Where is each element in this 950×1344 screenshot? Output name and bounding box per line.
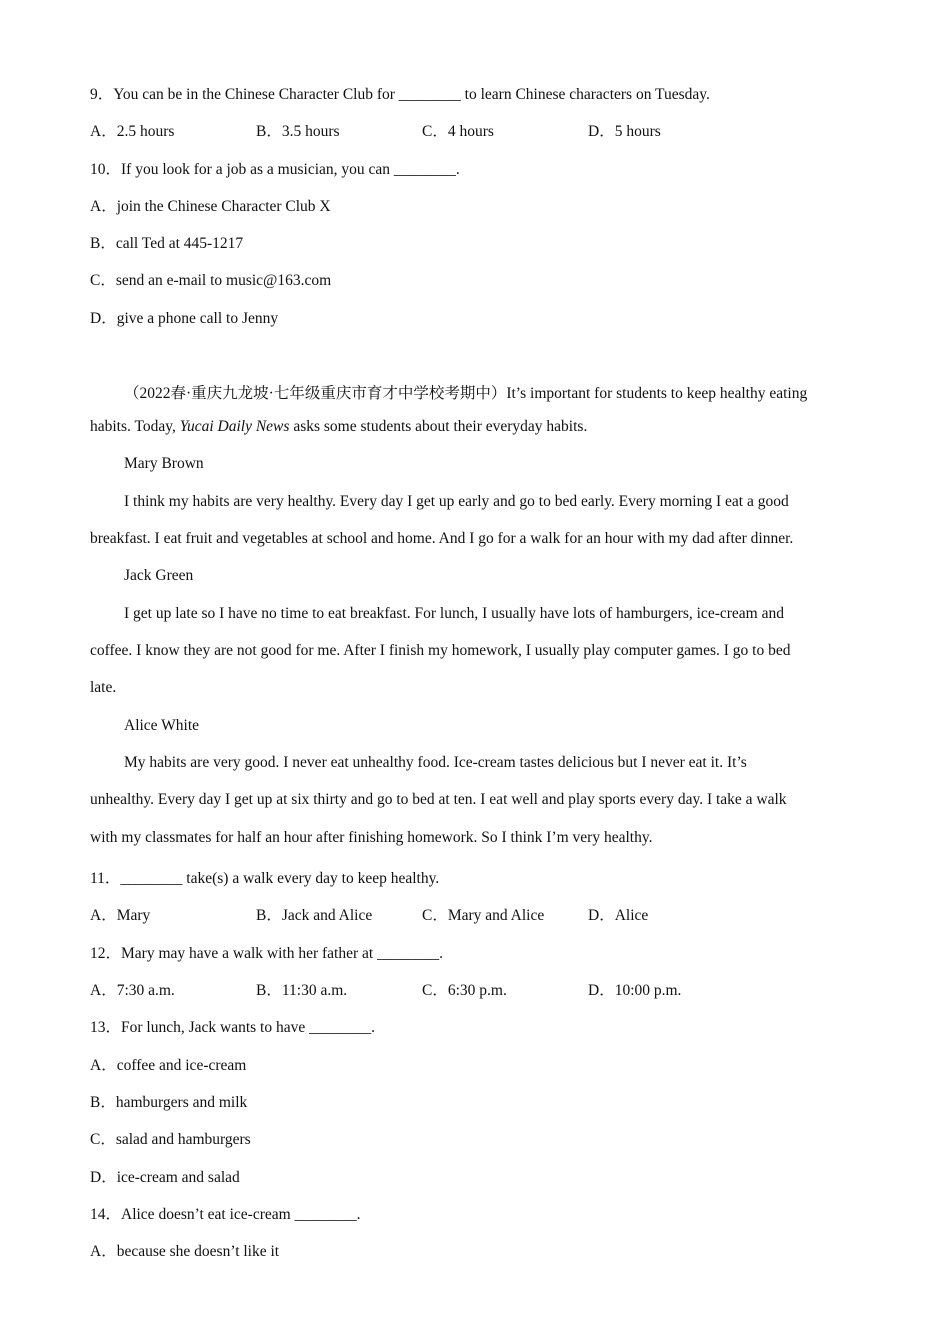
question-10-stem: 10．If you look for a job as a musician, you can ________. — [90, 161, 460, 178]
question-10-option-b: B．call Ted at 445-1217 — [90, 235, 244, 252]
newspaper-title: Yucai Daily News — [179, 418, 290, 435]
person-name-alice: Alice White — [124, 717, 200, 734]
question-13-option-c: C．salad and hamburgers — [90, 1131, 251, 1148]
option-d: D．5 hours — [588, 123, 661, 140]
passage-intro-text: asks some students about their everyday habits. — [289, 418, 588, 435]
question-12-stem: 12．Mary may have a walk with her father at ________. — [90, 945, 443, 962]
question-10-option-a: A．join the Chinese Character Club X — [90, 198, 331, 215]
jack-paragraph-line: late. — [90, 679, 117, 696]
option-a: A．7:30 a.m. — [90, 982, 175, 999]
question-13-option-a: A．coffee and ice-cream — [90, 1057, 247, 1074]
person-name-mary: Mary Brown — [124, 455, 204, 472]
mary-paragraph-line: breakfast. I eat fruit and vegetables at school and home. And I go for a walk for an hour with my dad after dinner. — [90, 530, 794, 547]
passage-source: （2022春·重庆九龙坡·七年级重庆市育才中学校考期中） — [124, 385, 507, 402]
mary-paragraph-line: I think my habits are very healthy. Every day I get up early and go to bed early. Every morning I eat a good — [124, 493, 789, 510]
option-c: C．Mary and Alice — [422, 907, 545, 924]
question-13-option-b: B．hamburgers and milk — [90, 1094, 248, 1111]
option-d: D．Alice — [588, 907, 649, 924]
alice-paragraph-line: My habits are very good. I never eat unhealthy food. Ice-cream tastes delicious but I never eat it. It’s — [124, 754, 747, 771]
passage-intro-text: It’s important for students to keep healthy eating — [506, 385, 808, 402]
question-14-option-a: A．because she doesn’t like it — [90, 1243, 280, 1260]
person-name-jack: Jack Green — [124, 567, 194, 584]
option-b: B．Jack and Alice — [256, 907, 373, 924]
option-a: A．2.5 hours — [90, 123, 175, 140]
passage-intro-line-1 — [124, 381, 807, 403]
question-10-option-d: D．give a phone call to Jenny — [90, 310, 279, 327]
question-10-option-c: C．send an e-mail to music@163.com — [90, 272, 332, 289]
question-13-option-d: D．ice-cream and salad — [90, 1169, 240, 1186]
option-b: B．3.5 hours — [256, 123, 340, 140]
passage-intro-text: habits. Today, — [90, 418, 180, 435]
alice-paragraph-line: with my classmates for half an hour after finishing homework. So I think I’m very healthy. — [90, 829, 653, 846]
passage-intro-line-2 — [90, 418, 587, 436]
option-b: B．11:30 a.m. — [256, 982, 348, 999]
jack-paragraph-line: I get up late so I have no time to eat breakfast. For lunch, I usually have lots of hamburgers, ice-cream and — [124, 605, 784, 622]
option-c: C．4 hours — [422, 123, 494, 140]
alice-paragraph-line: unhealthy. Every day I get up at six thirty and go to bed at ten. I eat well and play sports every day. I take a walk — [90, 791, 787, 808]
question-14-stem: 14．Alice doesn’t eat ice-cream ________. — [90, 1206, 361, 1223]
jack-paragraph-line: coffee. I know they are not good for me. After I finish my homework, I usually play computer games. I go to bed — [90, 642, 791, 659]
question-11-stem: 11．________ take(s) a walk every day to keep healthy. — [90, 870, 440, 887]
question-13-stem: 13．For lunch, Jack wants to have ________. — [90, 1019, 375, 1036]
question-9-stem: 9．You can be in the Chinese Character Club for ________ to learn Chinese characters on Tuesday. — [90, 86, 710, 103]
option-a: A．Mary — [90, 907, 151, 924]
option-d: D．10:00 p.m. — [588, 982, 682, 999]
option-c: C．6:30 p.m. — [422, 982, 507, 999]
